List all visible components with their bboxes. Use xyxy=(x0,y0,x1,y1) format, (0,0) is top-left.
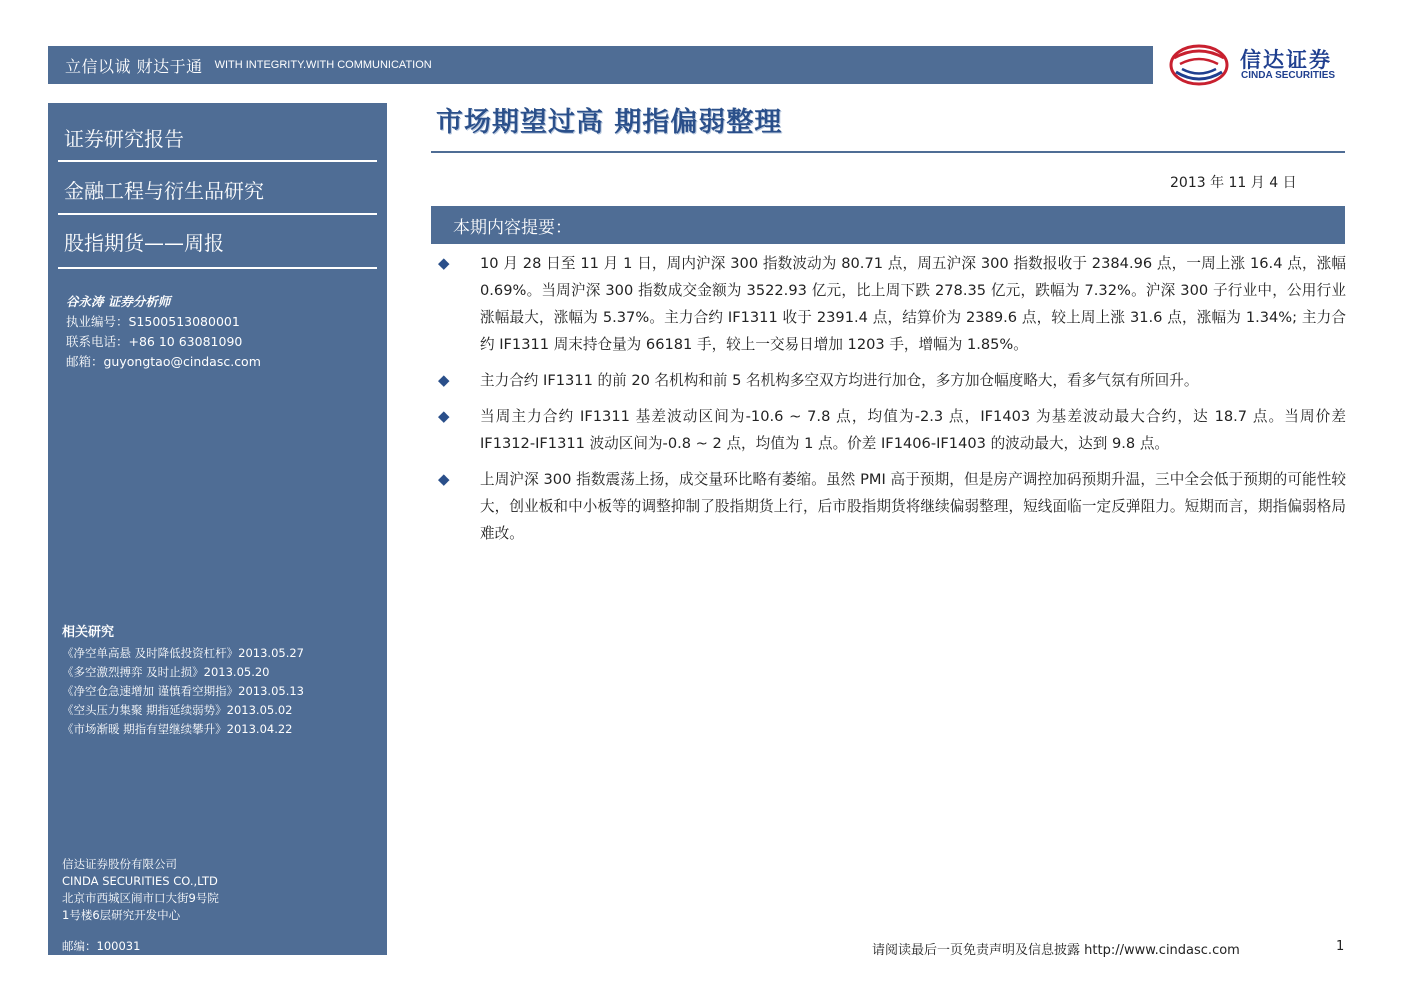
bullet-text: 10 月 28 日至 11 月 1 日，周内沪深 300 指数波动为 80.71 点，周五沪深 300 指数报收于 2384.96 点，一周上涨 16.4 点，涨幅 0.69%。当周沪深 300 指数成交金额为 3522.93 亿元，比上周下跌 278.35 亿元，跌幅为 7.32%。沪深 300 子行业中，公用行业涨幅最大，涨幅为 5.37%。主力合约 IF1311 收于 2391.4 点，结算价为 2389.6 点，较上周上涨 31.6 点，涨幅为 1.34%; 主力合约 IF1311 周末持仓量为 66181 手，较上一交易日增加 1203 手，增幅为 1.85%。 xyxy=(480,255,1346,353)
company-address: 北京市西城区闹市口大街9号院 xyxy=(62,891,219,905)
logo-text-cn: 信达证券 xyxy=(1240,48,1332,72)
company-address-2: 1号楼6层研究开发中心 xyxy=(62,908,181,922)
diamond-bullet-icon: ◆ xyxy=(438,407,450,425)
list-item xyxy=(436,250,1346,358)
research-field: 金融工程与衍生品研究 xyxy=(64,179,264,203)
sidebar-divider xyxy=(58,160,377,162)
diamond-bullet-icon: ◆ xyxy=(438,470,450,488)
author-block xyxy=(66,292,261,372)
bullet-text: 主力合约 IF1311 的前 20 名机构和前 5 名机构多空双方均进行加仓，多方加仓幅度略大，看多气氛有所回升。 xyxy=(480,372,1199,389)
summary-header xyxy=(431,206,1345,244)
sidebar xyxy=(48,103,387,955)
company-info xyxy=(62,856,219,955)
related-heading: 相关研究 xyxy=(62,625,115,640)
author-name: 谷永涛 证券分析师 xyxy=(66,294,171,309)
related-item: 《市场渐暖 期指有望继续攀升》2013.04.22 xyxy=(62,722,293,736)
page-number: 1 xyxy=(1336,939,1345,954)
slogan-en: WITH INTEGRITY.WITH COMMUNICATION xyxy=(214,59,432,71)
list-item xyxy=(436,403,1346,457)
slogan-cn: 立信以诚 财达于通 xyxy=(65,56,203,76)
related-research xyxy=(62,623,304,739)
report-series: 股指期货——周报 xyxy=(64,231,224,255)
summary-list xyxy=(436,250,1346,556)
sidebar-divider xyxy=(58,267,377,269)
sidebar-divider xyxy=(58,213,377,215)
company-name-cn: 信达证券股份有限公司 xyxy=(62,857,177,871)
page-title: 市场期望过高 期指偏弱整理 xyxy=(436,107,783,138)
related-item: 《净空仓急速增加 谨慎看空期指》2013.05.13 xyxy=(62,684,304,698)
company-postcode: 邮编：100031 xyxy=(62,939,141,953)
related-item: 《空头压力集聚 期指延续弱势》2013.05.02 xyxy=(62,703,293,717)
list-item xyxy=(436,367,1346,394)
cinda-logo xyxy=(1166,42,1356,88)
list-item xyxy=(436,466,1346,547)
cinda-logo-icon xyxy=(1166,42,1232,88)
top-banner xyxy=(48,46,1153,84)
related-item: 《多空激烈搏弈 及时止损》2013.05.20 xyxy=(62,665,270,679)
disclaimer-note: 请阅读最后一页免责声明及信息披露 http://www.cindasc.com xyxy=(872,943,1240,958)
related-item: 《净空单高悬 及时降低投资杠杆》2013.05.27 xyxy=(62,646,304,660)
company-name-en: CINDA SECURITIES CO.,LTD xyxy=(62,874,218,888)
report-type: 证券研究报告 xyxy=(64,127,184,151)
title-divider xyxy=(431,151,1345,153)
bullet-text: 上周沪深 300 指数震荡上扬，成交量环比略有萎缩。虽然 PMI 高于预期，但是房产调控加码预期升温，三中全会低于预期的可能性较大，创业板和中小板等的调整抑制了股指期货上行，后市股指期货将继续偏弱整理，短线面临一定反弹阻力。短期而言，期指偏弱格局难改。 xyxy=(480,471,1346,542)
summary-label: 本期内容提要： xyxy=(453,217,572,238)
report-date: 2013 年 11 月 4 日 xyxy=(1170,175,1297,191)
bullet-text: 当周主力合约 IF1311 基差波动区间为-10.6 ~ 7.8 点，均值为-2.3 点，IF1403 为基差波动最大合约，达 18.7 点。当周价差 IF1312-IF1311 波动区间为-0.8 ~ 2 点，均值为 1 点。价差 IF1406-IF1403 的波动最大，达到 9.8 点。 xyxy=(480,408,1346,452)
author-phone: 联系电话：+86 10 63081090 xyxy=(66,334,243,349)
diamond-bullet-icon: ◆ xyxy=(438,254,450,272)
author-email: 邮箱：guyongtao@cindasc.com xyxy=(66,354,261,369)
diamond-bullet-icon: ◆ xyxy=(438,371,450,389)
author-license: 执业编号：S1500513080001 xyxy=(66,314,240,329)
logo-text-en: CINDA SECURITIES xyxy=(1241,70,1336,81)
